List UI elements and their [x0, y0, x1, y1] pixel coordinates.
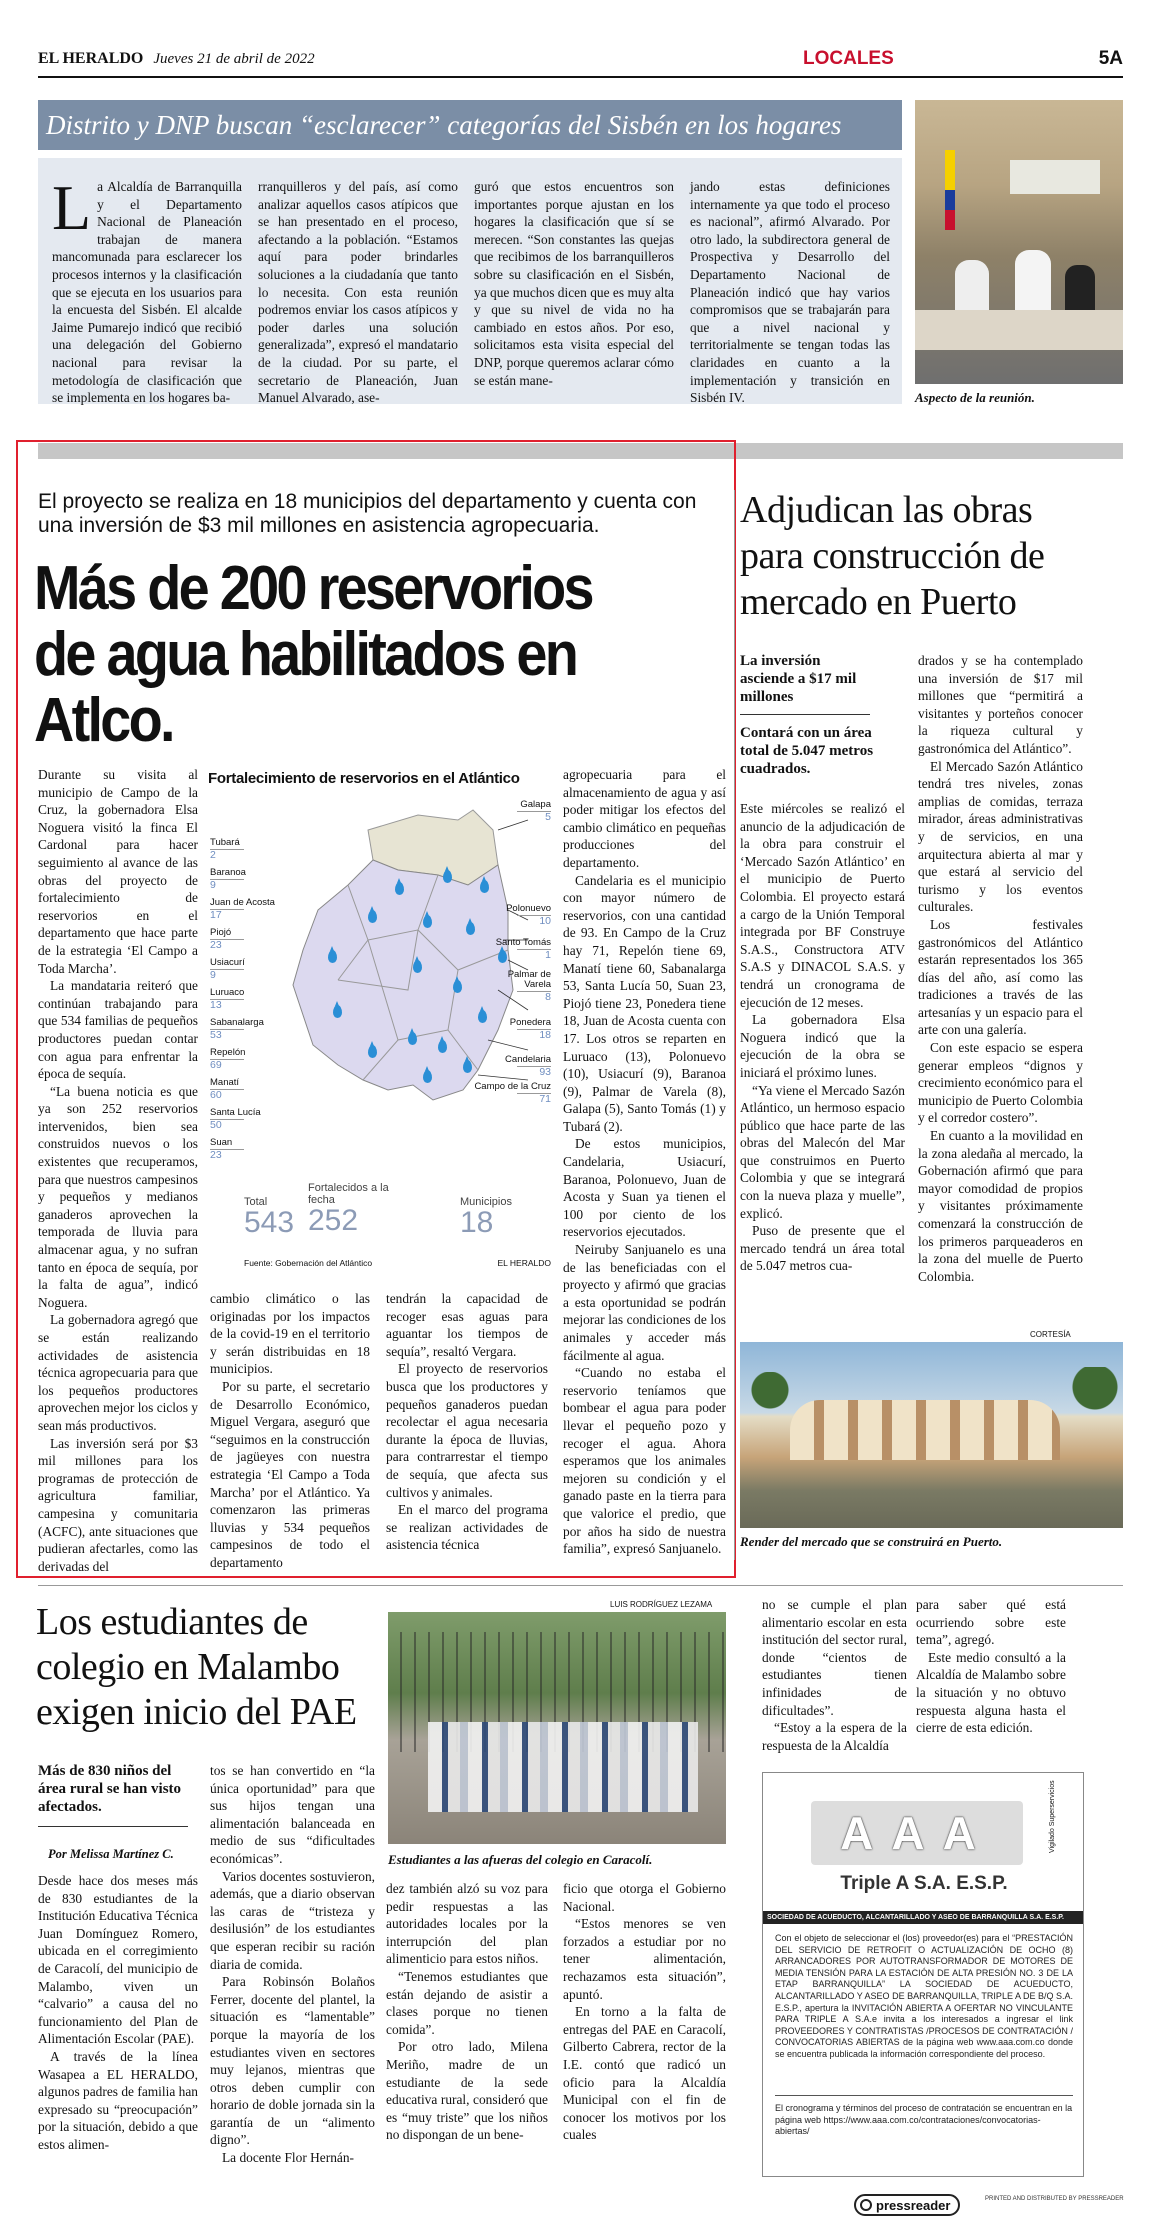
- section-name: LOCALES: [803, 48, 894, 69]
- paragraph: para saber qué está ocurriendo sobre este tema”, agregó.: [916, 1597, 1066, 1648]
- paragraph: tos se han convertido en “la única oportunidad” para que sus hijos tengan una alimentación balanceada en medio de sus “dificultades económicas”.: [210, 1763, 375, 1866]
- municipio-name: Palmar de Varela: [507, 969, 551, 990]
- paragraph: Con este espacio se espera generar empleos “dignos y crecimiento económico para el municipio de Puerto Colombia y el corredor costero”.: [918, 1040, 1083, 1126]
- paragraph: En cuanto a la movilidad en la zona aledaña al mercado, la Gobernación afirmó que para mayor comodidad de propios y visitantes próximamente comenzará la construcción de los primeros parqueaderos en la zona del muelle de Puerto Colombia.: [918, 1128, 1083, 1284]
- paragraph: “Estos menores se ven forzados a estudiar por no tener alimentación, rechazamos esta situación”, apuntó.: [563, 1916, 726, 2002]
- municipio-value: 18: [517, 1029, 551, 1040]
- stat-label: Total: [244, 1196, 268, 1208]
- render-palm: [750, 1372, 790, 1462]
- triple-a-ad: [762, 1772, 1084, 2177]
- side-column-rule: [734, 490, 735, 1560]
- paragraph: De estos municipios, Candelaria, Usiacurí, Baranoa, Polonuevo, Juan de Acosta y Suan ya tienen el 100 por ciento de los reservorios ejecutados.: [563, 1136, 726, 1240]
- ad-brand: Triple A S.A. E.S.P.: [840, 1873, 1008, 1894]
- municipio-value: 1: [517, 949, 551, 960]
- ad-society-bar: SOCIEDAD DE ACUEDUCTO, ALCANTARILLADO Y ASEO DE BARRANQUILLA S.A. E.S.P.: [763, 1911, 1083, 1924]
- bottom-col-3: [386, 1880, 548, 2192]
- header-rule: [38, 76, 1123, 78]
- ad-logo: [811, 1801, 1023, 1865]
- municipio-name: Ponedera: [509, 1017, 551, 1028]
- municipio-name: Luruaco: [210, 987, 245, 998]
- top-col1-text: a Alcaldía de Barranquilla y el Departamento Nacional de Planeación trabajan de manera mancomunada para esclarecer los procesos internos y la clasificación que se ejecuta en los usuarios para la encuesta del Sisbén. El alcalde Jaime Pumarejo indicó que recibió una delegación del Gobierno nacional para revisar la metodología de clasificación que se implementa en los hogares ba-: [52, 179, 242, 406]
- top-story-col-3: guró que estos encuentros son importantes porque ajustan en los hogares la clasificación que sí se merecen. “Son constantes las quejas que recibimos de los barranquilleros sobre su clasificación en el Sisbén, ya que muchos dicen que es muy alta y que su nivel de vida no ha cambiado en estos años. Por eso, solicitamos esta visita especial del DNP, porque queremos aclarar cómo se están mane-: [474, 179, 674, 388]
- municipio-value: 10: [517, 915, 551, 926]
- stat-value: 543: [244, 1206, 295, 1239]
- municipio-value: 69: [210, 1059, 244, 1070]
- bottom-col-6: [916, 1596, 1066, 1756]
- photo-flag: [945, 150, 955, 230]
- paragraph: El proyecto de reservorios busca que los productores y pequeños ganaderos puedan recolectar el agua necesaria durante la época de lluvias, para contrarrestar el tiempo de sequía, que afecta sus cultivos y animales.: [386, 1361, 548, 1500]
- municipio-name: Polonuevo: [506, 903, 551, 914]
- paragraph: cambio climático o las originadas por los impactos de la covid-19 en el territorio y serán distribuidas en 18 municipios.: [210, 1291, 370, 1377]
- bottom-subhead: Más de 830 niños del área rural se han visto afectados.: [38, 1762, 188, 1827]
- paragraph: tendrán la capacidad de recoger esas aguas para aguantar los tiempos de sequía”, resaltó Vergara.: [386, 1291, 548, 1359]
- municipio-name: Piojó: [210, 927, 232, 938]
- paragraph: Desde hace dos meses más de 830 estudiantes de la Institución Educativa Técnica Juan Domínguez Romero, ubicada en el corregimiento de Caracolí, del municipio de Malambo, viven un “calvario” a causa del no funcionamiento del Plan de Alimentación Escolar (PAE).: [38, 1873, 198, 2047]
- municipio-name: Sabanalarga: [210, 1017, 264, 1028]
- paragraph: Para Robinsón Bolaños Ferrer, docente del plantel, la situación es “lamentable” porque la mayoría de los estudiantes viven en sectores muy lejanos, mientras que otros deben cumplir con horario de doble jornada sin la garantía de un “alimento digno”.: [210, 1974, 375, 2148]
- bottom-headline: Los estudiantes de colegio en Malambo exigen inicio del PAE: [36, 1601, 357, 1733]
- render-caption: Render del mercado que se construirá en Puerto.: [740, 1534, 1003, 1549]
- municipio-value: 53: [210, 1029, 244, 1040]
- bottom-col-2: [210, 1762, 375, 2192]
- municipio-name: Galapa: [520, 799, 551, 810]
- municipio-value: 71: [517, 1093, 551, 1104]
- municipio-name: Tubará: [210, 837, 240, 848]
- paragraph: “Cuando no estaba el reservorio teníamos que bombear el agua para poder llevar el pequeño pozo y recoger el agua. Ahora esperamos que los animales mejoren su condición y el ganado paste en la tierra para que valorice el predio, que por años ha sido de nuestra familia”, expresó Sanjuanelo.: [563, 1365, 726, 1557]
- municipio-value: 60: [210, 1089, 244, 1100]
- paragraph: “Estoy a la espera de la respuesta de la Alcaldía: [762, 1720, 907, 1753]
- paragraph: Este medio consultó a la Alcaldía de Malambo sobre la situación y no obtuvo respuesta alguna hasta el cierre de esta edición.: [916, 1649, 1066, 1736]
- municipio-name: Baranoa: [210, 867, 246, 878]
- municipio-name: Repelón: [210, 1047, 246, 1058]
- municipio-value: 13: [210, 999, 244, 1010]
- municipio-value: 2: [210, 849, 244, 860]
- issue-date: Jueves 21 de abril de 2022: [153, 51, 315, 67]
- meeting-photo: [915, 100, 1123, 384]
- top-story-title: Distrito y DNP buscan “esclarecer” categorías del Sisbén en los hogares: [46, 110, 842, 140]
- infographic-title: Fortalecimiento de reservorios en el Atlántico: [208, 770, 520, 787]
- municipio-value: 8: [517, 991, 551, 1002]
- drop-cap: L: [52, 172, 92, 243]
- bottom-byline: Por Melissa Martínez C.: [48, 1847, 174, 1861]
- paper-name: EL HERALDO: [38, 50, 144, 67]
- stat-label: Municipios: [460, 1196, 512, 1208]
- paragraph: Por su parte, el secretario de Desarrollo Económico, Miguel Vergara, aseguró que “seguimos en la construcción de jagüeyes con nuestra estrategia ‘El Campo a Toda Marcha’ por el Atlántico. Ya comenzaron las primeras lluvias y 534 pequeños campesinos de todo el departamento: [210, 1378, 370, 1570]
- render-building: [790, 1400, 1060, 1460]
- stat-value: 252: [308, 1204, 359, 1237]
- paragraph: La docente Flor Hernán-: [222, 2150, 354, 2166]
- students-photo-credit: LUIS RODRÍGUEZ LEZAMA: [610, 1600, 713, 1609]
- paragraph: Puso de presente que el mercado tendrá un área total de 5.047 metros cua-: [740, 1223, 905, 1274]
- paragraph: En el marco del programa se realizan actividades de asistencia técnica: [386, 1502, 548, 1553]
- municipio-value: 50: [210, 1119, 244, 1130]
- side-col-1: [740, 800, 905, 1310]
- paragraph: Los festivales gastronómicos del Atlántico estarán representados los 365 días del año, así como las tradiciones a través de las artesanías y un espacio para el arte con una galería.: [918, 916, 1083, 1038]
- municipio-name: Santo Tomás: [495, 937, 551, 948]
- photo-crowd: [428, 1722, 698, 1812]
- municipio-value: 5: [517, 811, 551, 822]
- municipio-value: 9: [210, 969, 244, 980]
- masthead: [38, 50, 1123, 72]
- paragraph: A través de la línea Wasapea a EL HERALDO, algunos padres de familia han expresado su “preocupación” por la situación, debido a que estos alimen-: [38, 2048, 198, 2152]
- infographic-source: Fuente: Gobernación del Atlántico: [244, 1258, 373, 1268]
- highlight-box: [16, 440, 736, 1578]
- paragraph: La mandataria reiteró que continúan trabajando para que 534 familias de pequeños productores puedan contar con agua para enfrentar la época de sequía.: [38, 978, 198, 1082]
- paragraph: La gobernadora agregó que se están realizando actividades de asistencia técnica agropecuaria para que los pequeños productores aprovechen mejor los ciclos y sean más productivos.: [38, 1312, 198, 1433]
- top-story-col-2: rranquilleros y del país, así como analizar aquellos casos atípicos que se han presentado en el proceso, afectando a la población. “Estamos aquí para poder brindarles soluciones a la ciudadanía que tanto lo necesita. Con esta reunión podremos enviar los casos atípicos y poder darles una solución generalizada”, expresó el mandatario de la ciudad. Por su parte, el secretario de Planeación, Juan Manuel Alvarado, ase-: [258, 179, 458, 406]
- paragraph: Las inversión será por $3 mil millones para los programas de protección de agricultura familiar, campesina y comunitaria (ACFC), ante situaciones que pudieran afectarles, como las derivadas del: [38, 1435, 198, 1574]
- municipio-name: Candelaria: [505, 1054, 551, 1065]
- paragraph: El Mercado Sazón Atlántico tendrá tres niveles, zonas amplias de comidas, terraza mirador, áreas administrativas y de servicios, en una arquitectura abierta al mar y que estará al servicio del turismo y los eventos culturales.: [918, 758, 1083, 915]
- paragraph: “Ya viene el Mercado Sazón Atlántico, un hermoso espacio público que hace parte de las obras del Malecón del Mar que construimos en Puerto Colombia y que se integrará con la nueva plaza y muelle”, explicó.: [740, 1082, 905, 1221]
- render-photo-credit: CORTESÍA: [1030, 1330, 1071, 1339]
- top-story-title-bar: [38, 100, 902, 150]
- photo-screen: [1010, 160, 1100, 194]
- top-story-col-4: jando estas definiciones internamente ya que todo el proceso es nacional”, afirmó Alvarado. Por otro lado, la subdirectora general de Prospectiva y Desarrollo del Departamento Nacional de Planeación indicó que hay varios compromisos que se trabajarán para que a nivel nacional y territorialmente se tengan todas las claridades en cuanto a la implementación y transición en Sisbén IV.: [690, 179, 890, 406]
- paragraph: drados y se ha contemplado una inversión de $17 mil millones que “permitirá a visitantes y porteños conocer la riqueza cultural y gastronómica del Atlántico”.: [918, 653, 1083, 756]
- pressreader-logo: [854, 2194, 960, 2216]
- students-photo: [388, 1612, 726, 1844]
- paragraph: “Tenemos estudiantes que están dejando de asistir a clases porque no tienen comida”.: [386, 1968, 548, 2037]
- municipio-value: 93: [517, 1066, 551, 1077]
- market-render-image: [740, 1342, 1123, 1528]
- ad-body-1: Con el objeto de seleccionar el (los) proveedor(es) para el “PRESTACIÓN DEL SERVICIO DE RETROFIT O ACTUALIZACIÓN DE OCHO (8) ARRANCADORES POR AUTOTRANSFORMADOR DE MOTORES DE MEDIA TENSIÓN PARA LA ESTACIÓN DE ALTA PRESIÓN NO. 3 DE LA ETAP BARRANQUILLA” LA SOCIEDAD DE ACUEDUCTO, ALCANTARILLADO Y ASEO DE BARRANQUILLA, TRIPLE A DE B/Q S.A. E.S.P., apertura la INVITACIÓN ABIERTA A OFERTAR NO VINCULANTE PARA TRIPLE A S.A.e invita a los interesados a ingresar el link PROVEEDORES Y CONTRATISTAS /PROCESOS DE CONTRATACIÓN / CONVOCATORIAS ABIERTAS de la página web www.aaa.com.co donde se encuentra publicada la información correspondiente del proceso.: [775, 1933, 1073, 2059]
- side-col-2: [918, 652, 1083, 1312]
- page-number: 5A: [1098, 48, 1123, 69]
- photo-person: [1065, 265, 1095, 310]
- municipio-value: 23: [210, 939, 244, 950]
- side-bullet-1: La inversión asciende a $17 mil millones: [740, 652, 870, 715]
- pressreader-icon: [860, 2199, 872, 2211]
- render-palm: [1070, 1367, 1120, 1467]
- paragraph: agropecuaria para el almacenamiento de agua y así poder mitigar los efectos del cambio climático en pequeñas producciones del departamento.: [563, 767, 726, 870]
- ad-logo-letters: AAA: [840, 1807, 994, 1859]
- ad-side-label: Vigilado Superservicios: [1049, 1780, 1056, 1853]
- main-headline: Más de 200 reservorios de agua habilitados en Atlco.: [34, 554, 592, 755]
- bottom-col-4: [563, 1880, 726, 2192]
- ad-body-2: El cronograma y términos del proceso de contratación se encuentran en la página web https://www.aaa.com.co/contrataciones/convocatorias-abiertas/: [775, 2103, 1073, 2137]
- stat-value: 18: [460, 1206, 494, 1239]
- paragraph: no se cumple el plan alimentario escolar en esta institución del sector rural, donde “cientos de estudiantes tienen infinidades de dificultades”.: [762, 1597, 907, 1718]
- photo-person: [1015, 250, 1051, 310]
- bottom-section-rule: [38, 1585, 1123, 1586]
- paragraph: Por otro lado, Milena Meriño, madre de un estudiante de la sede educativa rural, consideró que es “muy triste” que los niños no dispongan de un bene-: [386, 2039, 548, 2143]
- paragraph: Neiruby Sanjuanelo es una de las beneficiadas con el proyecto y afirmó que gracias a esta oportunidad se podrán mejorar las condiciones de los animales y acceder más fácilmente al agua.: [563, 1242, 726, 1363]
- paragraph: En torno a la falta de entregas del PAE en Caracolí, Gilberto Cabrera, rector de la I.E. contó que radicó un oficio para la Alcaldía Municipal con el fin de conocer los motivos por los cuales: [563, 2004, 726, 2143]
- paragraph: La gobernadora Elsa Noguera indicó que la ejecución de la obra se iniciará el próximo lunes.: [740, 1012, 905, 1080]
- paragraph: Este miércoles se realizó el anuncio de la adjudicación de la obra para construir el ‘Mercado Sazón Atlántico’ en el municipio de Puerto Colombia. El proyecto estará a cargo de la Unión Temporal integrada por BF Construye S.A.S., Constructora ATV S.A.S y DINACOL S.A.S. y tendrá un cronograma de ejecución de 12 meses.: [740, 801, 905, 1010]
- municipio-name: Usiacurí: [210, 957, 245, 968]
- photo-person: [955, 260, 989, 310]
- main-kicker: El proyecto se realiza en 18 municipios del departamento y cuenta con una inversión de $3 mil millones en asistencia agropecuaria.: [38, 490, 697, 537]
- municipio-value: 23: [210, 1149, 244, 1160]
- students-photo-caption: Estudiantes a las afueras del colegio en Caracolí.: [388, 1852, 653, 1867]
- meeting-photo-caption: Aspecto de la reunión.: [915, 390, 1035, 405]
- infographic-credit: EL HERALDO: [497, 1258, 551, 1268]
- municipio-value: 17: [210, 909, 244, 920]
- paragraph: Varios docentes sostuvieron, además, que a diario observan las caras de “tristeza y desilusión” de los estudiantes que esperan recibir su ración diaria de comida.: [210, 1868, 375, 1972]
- paragraph: “La buena noticia es que ya son 252 reservorios intervenidos, bien sea construidos nuevos o los existentes que recuperamos, para que nuestros campesinos y pequeños y medianos ganaderos aprovechen la temporada de lluvia para almacenar agua, y no sufran tanto en época de sequía, por la falta de agua”, indicó Noguera.: [38, 1083, 198, 1310]
- pressreader-note: PRINTED AND DISTRIBUTED BY PRESSREADER: [985, 2196, 1124, 2202]
- municipio-name: Campo de la Cruz: [474, 1081, 551, 1092]
- paragraph: Candelaria es el municipio con mayor número de reservorios, con una cantidad de 93. En Campo de la Cruz hay 71, Repelón tiene 69, Manatí tiene 60, Sabanalarga 53, Santa Lucía 50, Suan 23, Piojó tiene 23, Ponedera tiene 18, Juan de Acosta cuenta con 17. Los otros se reparten en Luruaco (13), Polonuevo (10), Usiacurí (9), Baranoa (9), Palmar de Varela (8), Galapa (5), Santo Tomás (1) y Tubará (2).: [563, 872, 726, 1134]
- municipio-name: Santa Lucía: [210, 1107, 261, 1118]
- paragraph: dez también alzó su voz para pedir respuestas a las autoridades locales por la interrupción del plan alimenticio para estos niños.: [386, 1881, 548, 1967]
- municipio-name: Juan de Acosta: [210, 897, 275, 908]
- top-story-col-1: [52, 172, 242, 406]
- stat-label: Fortalecidos a la fecha: [308, 1182, 389, 1206]
- paragraph: ficio que otorga el Gobierno Nacional.: [563, 1881, 726, 1914]
- paragraph: Durante su visita al municipio de Campo de la Cruz, la gobernadora Elsa Noguera visitó la finca El Cardonal para hacer seguimiento al avance de las obras del proyecto de fortalecimiento de reservorios en el departamento que hace parte de la estrategia ‘El Campo a Toda Marcha’.: [38, 767, 198, 976]
- photo-table: [915, 310, 1123, 350]
- pressreader-name: pressreader: [876, 2197, 951, 2213]
- municipio-name: Suan: [210, 1137, 233, 1148]
- municipio-value: 9: [210, 879, 244, 890]
- ad-divider: [775, 2095, 1073, 2096]
- municipio-name: Manatí: [210, 1077, 240, 1088]
- side-headline: Adjudican las obras para construcción de mercado en Puerto: [740, 489, 1045, 623]
- bottom-col-1: [38, 1872, 198, 2192]
- side-bullet-2: Contará con un área total de 5.047 metros cuadrados.: [740, 725, 874, 777]
- bottom-col-5: [762, 1596, 907, 1756]
